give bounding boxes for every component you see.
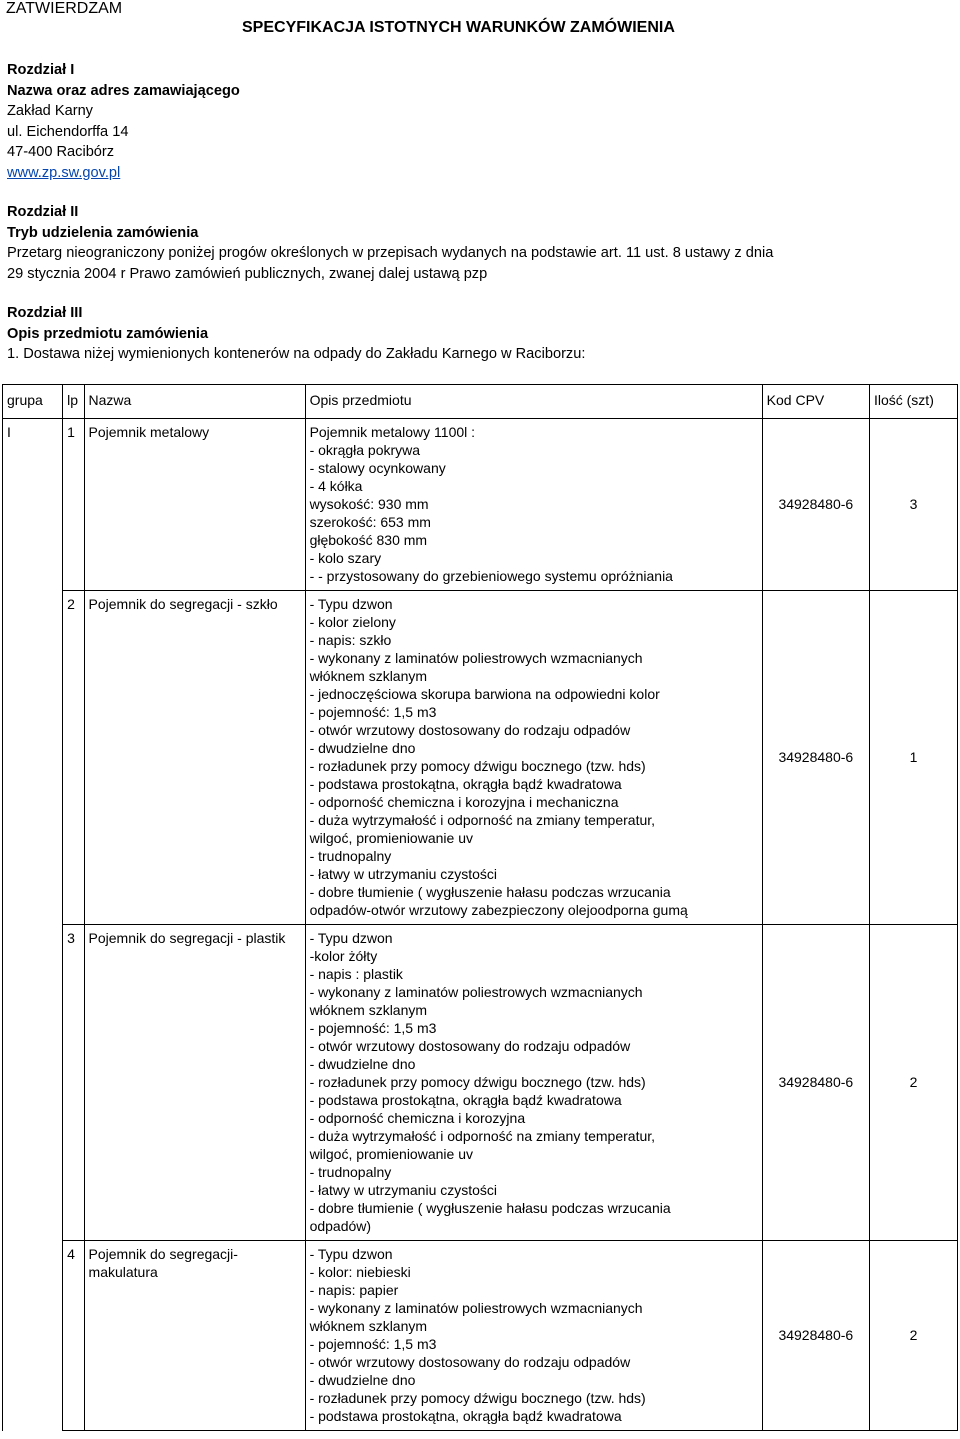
section-2-subheading: Tryb udzielenia zamówienia: [7, 224, 199, 241]
description-line: szerokość: 653 mm: [309, 514, 431, 530]
section-2-text-line: 29 stycznia 2004 r Prawo zamówień publicznych, zwanej dalej ustawą pzp: [7, 265, 488, 282]
description-line: odpadów): [309, 1218, 372, 1234]
section-1-subheading: Nazwa oraz adres zamawiającego: [7, 82, 240, 99]
description-line: - otwór wrzutowy dostosowany do rodzaju odpadów: [309, 1354, 631, 1370]
section-3-subheading: Opis przedmiotu zamówienia: [7, 325, 209, 342]
description-line: - kolor: niebieski: [309, 1264, 411, 1280]
group-cell: I: [3, 419, 63, 1431]
lp-cell: 1: [63, 419, 84, 591]
header-lp: lp: [63, 385, 84, 419]
description-cell: [305, 925, 762, 1241]
header-cpv: Kod CPV: [762, 385, 869, 419]
description-line: wysokość: 930 mm: [309, 496, 429, 512]
description-line: - dobre tłumienie ( wygłuszenie hałasu podczas wrzucania: [309, 884, 671, 900]
description-line: - podstawa prostokątna, okrągła bądź kwadratowa: [309, 776, 622, 792]
lp-cell: 2: [63, 591, 84, 925]
section-3-intro: 1. Dostawa niżej wymienionych kontenerów na odpady do Zakładu Karnego w Raciborzu:: [7, 346, 586, 362]
name-cell: Pojemnik do segregacji - plastik: [84, 925, 305, 1241]
address-line: ul. Eichendorffa 14: [7, 123, 129, 140]
description-line: - pojemność: 1,5 m3: [309, 704, 437, 720]
cpv-cell: 34928480-6: [762, 1241, 869, 1431]
description-line: - łatwy w utrzymaniu czystości: [309, 1182, 498, 1198]
description-line: - rozładunek przy pomocy dźwigu bocznego (tzw. hds): [309, 1074, 646, 1090]
description-line: - wykonany z laminatów poliestrowych wzmacnianych: [309, 650, 643, 666]
document-title: SPECYFIKACJA ISTOTNYCH WARUNKÓW ZAMÓWIENIA: [242, 19, 675, 36]
table-row: [3, 591, 958, 925]
header-name: Nazwa: [84, 385, 305, 419]
description-line: - Typu dzwon: [309, 596, 393, 612]
section-2-text-line: Przetarg nieograniczony poniżej progów określonych w przepisach wydanych na podstawie art. 11 ust. 8 ustawy z dnia: [7, 245, 774, 261]
address-line: Zakład Karny: [7, 103, 93, 119]
description-line: - okrągła pokrywa: [309, 442, 421, 458]
description-line: wilgoć, promieniowanie uv: [309, 1146, 473, 1162]
table-row: [3, 419, 958, 591]
description-line: - rozładunek przy pomocy dźwigu bocznego (tzw. hds): [309, 1390, 646, 1406]
document-header: [6, 0, 956, 40]
description-line: - odporność chemiczna i korozyjna i mechaniczna: [309, 794, 619, 810]
description-line: - Typu dzwon: [309, 1246, 393, 1262]
header-quantity: Ilość (szt): [869, 385, 957, 419]
description-line: - rozładunek przy pomocy dźwigu bocznego (tzw. hds): [309, 758, 646, 774]
description-line: - łatwy w utrzymaniu czystości: [309, 866, 498, 882]
description-line: - podstawa prostokątna, okrągła bądź kwadratowa: [309, 1408, 622, 1424]
header-group: grupa: [3, 385, 63, 419]
cpv-cell: 34928480-6: [762, 925, 869, 1241]
description-line: - kolor zielony: [309, 614, 396, 630]
description-line: - wykonany z laminatów poliestrowych wzmacnianych: [309, 1300, 643, 1316]
description-line: - jednoczęściowa skorupa barwiona na odpowiedni kolor: [309, 686, 660, 702]
description-line: Pojemnik metalowy 1100l :: [309, 424, 476, 440]
section-3-heading: Rozdział III: [7, 305, 83, 321]
description-line: - 4 kółka: [309, 478, 363, 494]
specification-table: [2, 384, 958, 1431]
description-line: - otwór wrzutowy dostosowany do rodzaju odpadów: [309, 1038, 631, 1054]
section-3: [7, 303, 585, 365]
name-cell: Pojemnik metalowy: [84, 419, 305, 591]
section-2-heading: Rozdział II: [7, 204, 79, 220]
description-line: - dwudzielne dno: [309, 1056, 416, 1072]
name-cell: Pojemnik do segregacji- makulatura: [84, 1241, 305, 1431]
website-link[interactable]: www.zp.sw.gov.pl: [7, 164, 121, 181]
description-cell: [305, 591, 762, 925]
description-line: włóknem szklanym: [309, 668, 428, 684]
description-cell: [305, 419, 762, 591]
description-line: włóknem szklanym: [309, 1318, 428, 1334]
description-line: - odporność chemiczna i korozyjna: [309, 1110, 526, 1126]
lp-cell: 4: [63, 1241, 84, 1431]
description-line: - napis : plastik: [309, 966, 403, 982]
header-description: Opis przedmiotu: [305, 385, 762, 419]
description-line: - duża wytrzymałość i odporność na zmiany temperatur,: [309, 1128, 656, 1144]
description-line: - stalowy ocynkowany: [309, 460, 446, 476]
table-header-row: [3, 385, 958, 419]
table-row: [3, 1241, 958, 1431]
name-cell: Pojemnik do segregacji - szkło: [84, 591, 305, 925]
description-line: włóknem szklanym: [309, 1002, 428, 1018]
description-line: głębokość 830 mm: [309, 532, 428, 548]
description-line: - dwudzielne dno: [309, 740, 416, 756]
quantity-cell: 3: [869, 419, 957, 591]
description-line: - otwór wrzutowy dostosowany do rodzaju odpadów: [309, 722, 631, 738]
approval-label: ZATWIERDZAM: [6, 0, 123, 17]
description-line: - kolo szary: [309, 550, 382, 566]
section-1-heading: Rozdział I: [7, 62, 75, 78]
section-2: [7, 202, 773, 284]
table-row: [3, 925, 958, 1241]
description-line: - pojemność: 1,5 m3: [309, 1020, 437, 1036]
cpv-cell: 34928480-6: [762, 419, 869, 591]
description-line: odpadów-otwór wrzutowy zabezpieczony olejoodporna gumą: [309, 902, 688, 918]
lp-cell: 3: [63, 925, 84, 1241]
quantity-cell: 1: [869, 591, 957, 925]
quantity-cell: 2: [869, 1241, 957, 1431]
description-line: -kolor żółty: [309, 948, 378, 964]
description-line: - duża wytrzymałość i odporność na zmiany temperatur,: [309, 812, 656, 828]
description-line: - napis: szkło: [309, 632, 392, 648]
address-line: 47-400 Racibórz: [7, 144, 115, 160]
description-line: - trudnopalny: [309, 1164, 392, 1180]
description-line: - trudnopalny: [309, 848, 392, 864]
section-1: [7, 60, 240, 183]
description-line: - podstawa prostokątna, okrągła bądź kwadratowa: [309, 1092, 622, 1108]
description-line: - wykonany z laminatów poliestrowych wzmacnianych: [309, 984, 643, 1000]
description-line: - Typu dzwon: [309, 930, 393, 946]
description-line: - dobre tłumienie ( wygłuszenie hałasu podczas wrzucania: [309, 1200, 671, 1216]
description-line: - pojemność: 1,5 m3: [309, 1336, 437, 1352]
quantity-cell: 2: [869, 925, 957, 1241]
description-line: - dwudzielne dno: [309, 1372, 416, 1388]
cpv-cell: 34928480-6: [762, 591, 869, 925]
description-line: - napis: papier: [309, 1282, 399, 1298]
description-cell: [305, 1241, 762, 1431]
description-line: - - przystosowany do grzebieniowego systemu opróżniania: [309, 568, 673, 584]
description-line: wilgoć, promieniowanie uv: [309, 830, 473, 846]
